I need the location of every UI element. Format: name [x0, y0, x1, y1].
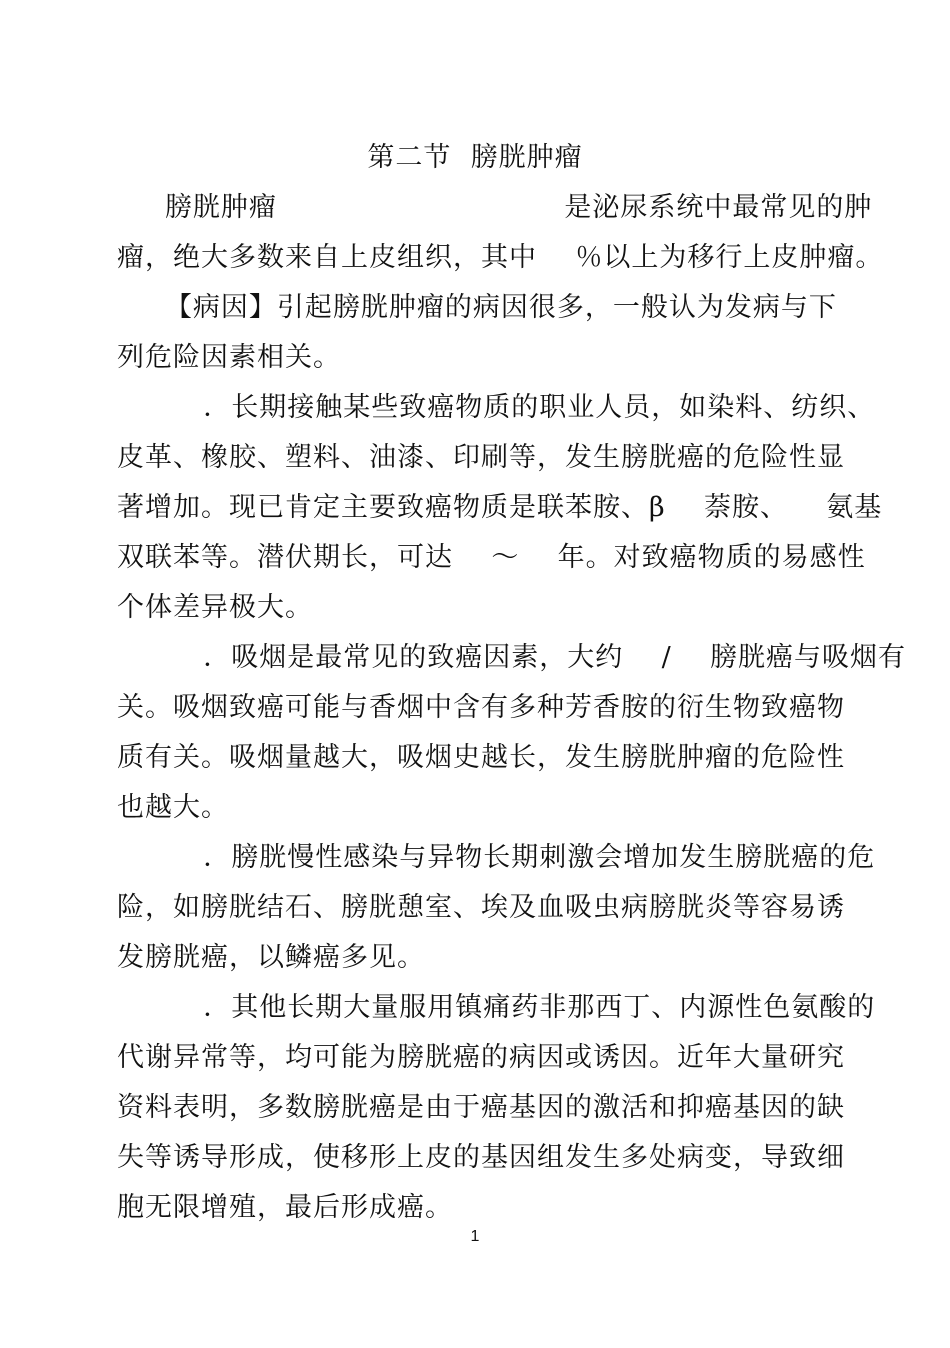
text-line: 失等诱导形成，使移形上皮的基因组发生多处病变，导致细 [117, 1142, 845, 1173]
text-line: 皮革、橡胶、塑料、油漆、印刷等，发生膀胱癌的危险性显 [117, 442, 845, 473]
text-line: 代谢异常等，均可能为膀胱癌的病因或诱因。近年大量研究 [117, 1042, 845, 1073]
text-line: 膀胱肿瘤 是泌尿系统中最常见的肿 [117, 192, 873, 223]
text-line: 著增加。现已肯定主要致癌物质是联苯胺、β 萘胺、 氨基 [117, 492, 883, 523]
text-line: 胞无限增殖，最后形成癌。 [117, 1192, 453, 1223]
section-title: 第二节 膀胱肿瘤 [367, 142, 583, 173]
text-line: 发膀胱癌，以鳞癌多见。 [117, 942, 425, 973]
text-line: 资料表明，多数膀胱癌是由于癌基因的激活和抑癌基因的缺 [117, 1092, 845, 1123]
text-line: ．其他长期大量服用镇痛药非那西丁、内源性色氨酸的 [117, 992, 876, 1023]
text-line: 【病因】引起膀胱肿瘤的病因很多，一般认为发病与下 [117, 292, 837, 323]
text-line: 列危险因素相关。 [117, 342, 341, 373]
text-line: 质有关。吸烟量越大，吸烟史越长，发生膀胱肿瘤的危险性 [117, 742, 845, 773]
text-line: 瘤，绝大多数来自上皮组织，其中 ％以上为移行上皮肿瘤。 [117, 242, 884, 273]
text-line: ．膀胱慢性感染与异物长期刺激会增加发生膀胱癌的危 [117, 842, 876, 873]
text-line: 个体差异极大。 [117, 592, 313, 623]
text-line: ．长期接触某些致癌物质的职业人员，如染料、纺织、 [117, 392, 876, 423]
text-line: 也越大。 [117, 792, 229, 823]
text-line: 关。吸烟致癌可能与香烟中含有多种芳香胺的衍生物致癌物 [117, 692, 845, 723]
text-line: 双联苯等。潜伏期长，可达 ～ 年。对致癌物质的易感性 [117, 542, 866, 573]
page-number: 1 [470, 1228, 480, 1245]
text-line: 险，如膀胱结石、膀胱憩室、埃及血吸虫病膀胱炎等容易诱 [117, 892, 845, 923]
text-line: ．吸烟是最常见的致癌因素，大约 / 膀胱癌与吸烟有 [117, 642, 906, 673]
